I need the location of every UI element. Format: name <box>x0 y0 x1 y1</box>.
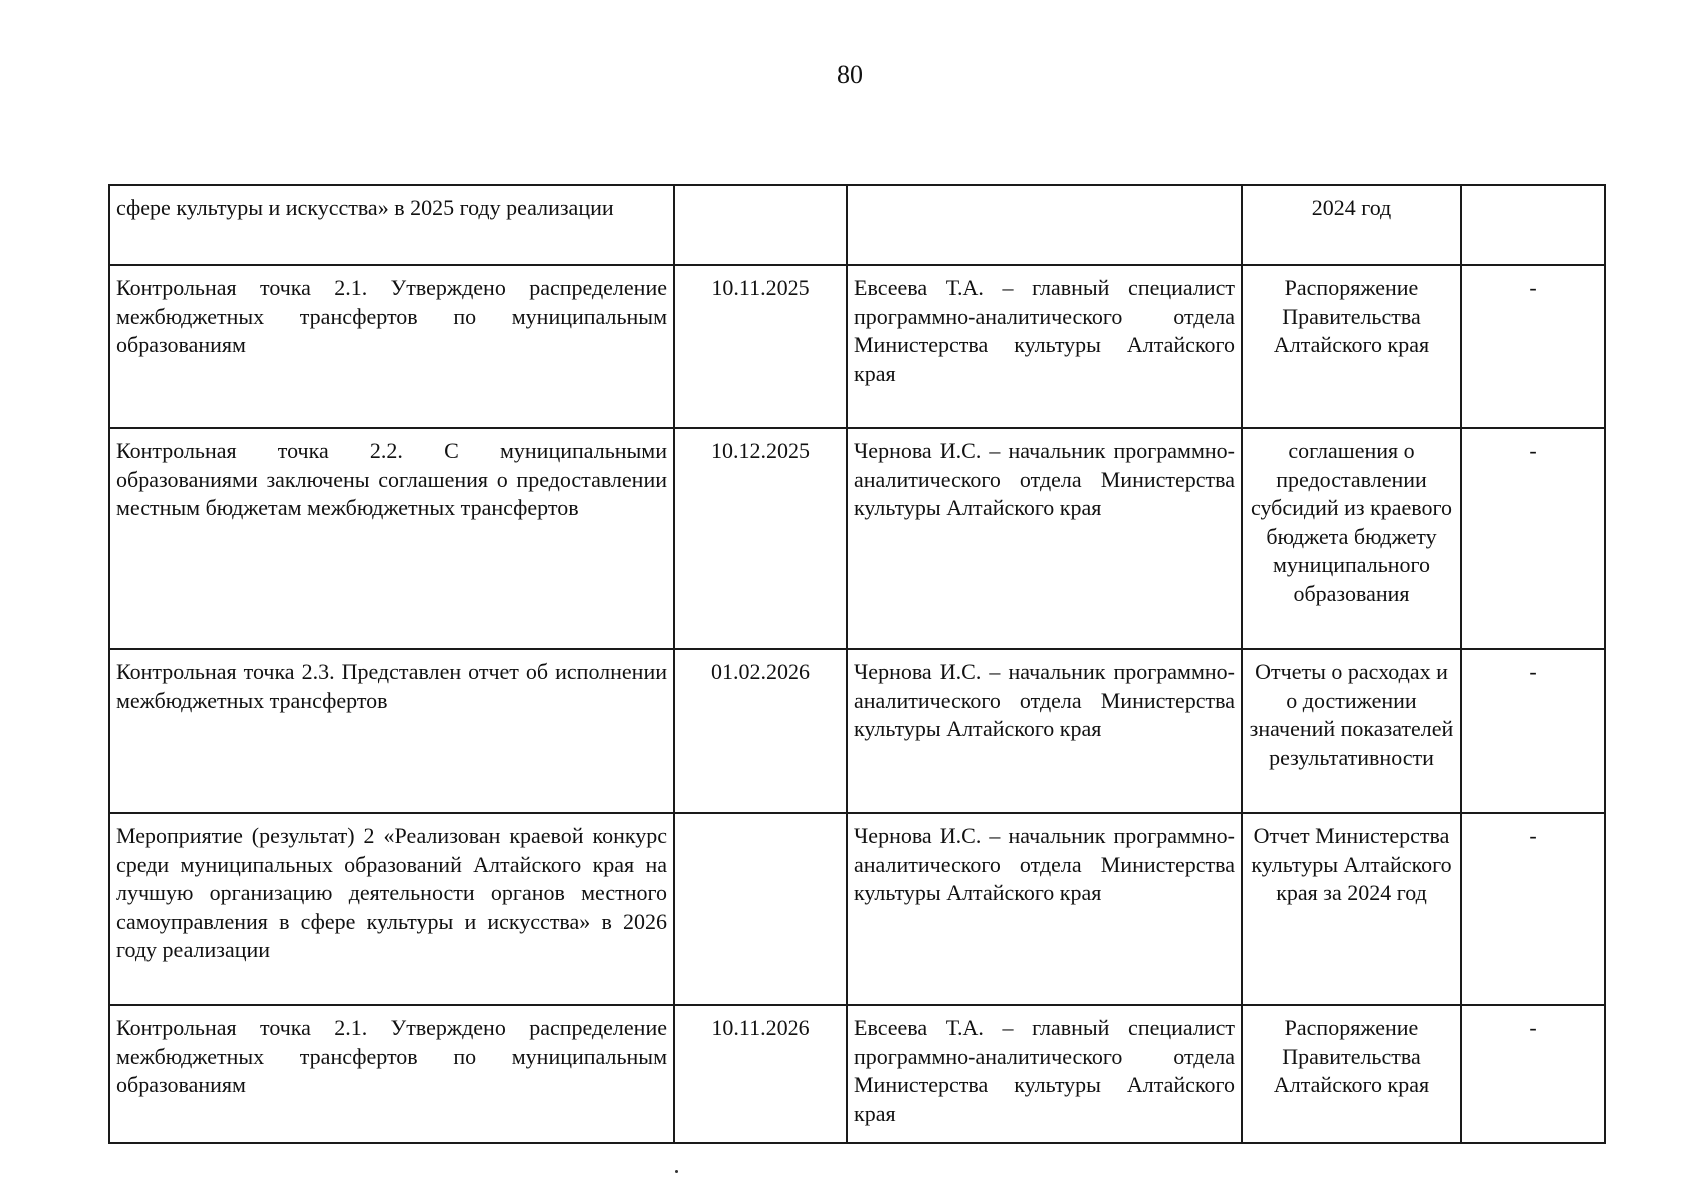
document-type-cell: соглашения о предоставлении субсидий из краевого бюджета бюджету муниципального образования <box>1242 428 1461 649</box>
responsible-person-cell: Евсеева Т.А. – главный специалист программно-аналитического отдела Министерства культуры Алтайского края <box>847 265 1242 428</box>
event-description-cell: сфере культуры и искусства» в 2025 году реализации <box>109 185 674 265</box>
event-description-cell: Контрольная точка 2.2. С муниципальными образованиями заключены соглашения о предоставлении местным бюджетам межбюджетных трансфертов <box>109 428 674 649</box>
due-date-cell: 10.11.2025 <box>674 265 847 428</box>
due-date-cell: 10.11.2026 <box>674 1005 847 1143</box>
document-type-cell: Отчеты о расходах и о достижении значений показателей результативности <box>1242 649 1461 813</box>
note-cell: - <box>1461 265 1605 428</box>
due-date-cell: 10.12.2025 <box>674 428 847 649</box>
event-description-cell: Мероприятие (результат) 2 «Реализован краевой конкурс среди муниципальных образований Алтайского края на лучшую организацию деятельности органов местного самоуправления в сфере культуры и искусства» в 2026 году реализации <box>109 813 674 1005</box>
note-cell: - <box>1461 649 1605 813</box>
scan-speck <box>675 1170 678 1173</box>
event-description-cell: Контрольная точка 2.1. Утверждено распределение межбюджетных трансфертов по муниципальным образованиям <box>109 265 674 428</box>
event-description-cell: Контрольная точка 2.3. Представлен отчет об исполнении межбюджетных трансфертов <box>109 649 674 813</box>
document-type-cell: 2024 год <box>1242 185 1461 265</box>
document-type-cell: Распоряжение Правительства Алтайского края <box>1242 265 1461 428</box>
table-row <box>109 428 1605 649</box>
due-date-cell <box>674 185 847 265</box>
note-cell: - <box>1461 1005 1605 1143</box>
responsible-person-cell: Евсеева Т.А. – главный специалист программно-аналитического отдела Министерства культуры Алтайского края <box>847 1005 1242 1143</box>
note-cell <box>1461 185 1605 265</box>
table-row <box>109 265 1605 428</box>
document-type-cell: Распоряжение Правительства Алтайского края <box>1242 1005 1461 1143</box>
event-description-cell: Контрольная точка 2.1. Утверждено распределение межбюджетных трансфертов по муниципальным образованиям <box>109 1005 674 1143</box>
due-date-cell <box>674 813 847 1005</box>
page-number: 80 <box>837 60 863 89</box>
note-cell: - <box>1461 813 1605 1005</box>
due-date-cell: 01.02.2026 <box>674 649 847 813</box>
control-points-table <box>108 184 1606 1144</box>
document-type-cell: Отчет Министерства культуры Алтайского края за 2024 год <box>1242 813 1461 1005</box>
table-row <box>109 1005 1605 1143</box>
table-row <box>109 813 1605 1005</box>
table-row <box>109 649 1605 813</box>
responsible-person-cell <box>847 185 1242 265</box>
responsible-person-cell: Чернова И.С. – начальник программно-аналитического отдела Министерства культуры Алтайского края <box>847 649 1242 813</box>
note-cell: - <box>1461 428 1605 649</box>
responsible-person-cell: Чернова И.С. – начальник программно-аналитического отдела Министерства культуры Алтайского края <box>847 428 1242 649</box>
responsible-person-cell: Чернова И.С. – начальник программно-аналитического отдела Министерства культуры Алтайского края <box>847 813 1242 1005</box>
table-row <box>109 185 1605 265</box>
